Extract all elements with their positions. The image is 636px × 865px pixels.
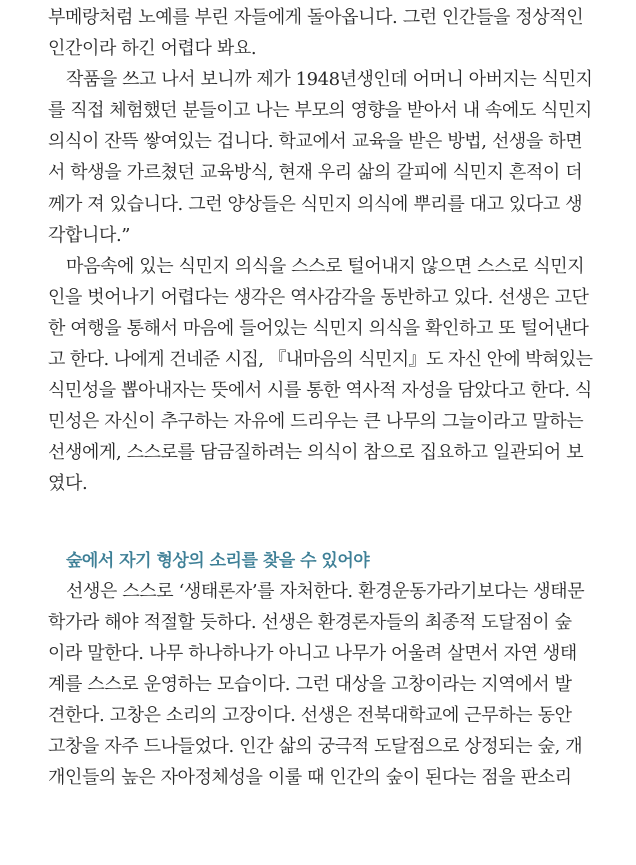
paragraph-continued bbox=[48, 2, 592, 64]
text-line: 께가 져 있습니다. 그런 양상들은 식민지 의식에 뿌리를 대고 있다고 생 bbox=[48, 193, 583, 215]
paragraph-quote bbox=[48, 64, 592, 251]
text-line: 이라 말한다. 나무 하나하나가 아니고 나무가 어울려 살면서 자연 생태 bbox=[48, 642, 577, 664]
text-line: 견한다. 고창은 소리의 고장이다. 선생은 전북대학교에 근무하는 동안 bbox=[48, 704, 572, 726]
text-line: 각합니다.” bbox=[48, 224, 131, 246]
text-line: 의식이 잔뜩 쌓여있는 겁니다. 학교에서 교육을 받은 방법, 선생을 하면 bbox=[48, 131, 583, 153]
section-spacer bbox=[48, 500, 592, 546]
text-line: 계를 스스로 운영하는 모습이다. 그런 대상을 고창이라는 지역에서 발 bbox=[48, 673, 572, 695]
text-line: 인간이라 하긴 어렵다 봐요. bbox=[48, 38, 257, 60]
text-line: 선생에게, 스스로를 담금질하려는 의식이 참으로 집요하고 일관되어 보 bbox=[48, 442, 584, 464]
text-line: 개인들의 높은 자아정체성을 이룰 때 인간의 숲이 된다는 점을 판소리 bbox=[48, 767, 572, 789]
text-line: 를 직접 체험했던 분들이고 나는 부모의 영향을 받아서 내 속에도 식민지 bbox=[48, 100, 592, 122]
text-line: 한 여행을 통해서 마음에 들어있는 식민지 의식을 확인하고 또 털어낸다 bbox=[48, 317, 589, 339]
section-heading: 숲에서 자기 형상의 소리를 찾을 수 있어야 bbox=[66, 550, 370, 571]
text-line: 마음속에 있는 식민지 의식을 스스로 털어내지 않으면 스스로 식민지 bbox=[66, 255, 585, 277]
paragraph-ecology bbox=[48, 576, 592, 794]
text-line: 인을 벗어나기 어렵다는 생각은 역사감각을 동반하고 있다. 선생은 고단 bbox=[48, 286, 589, 308]
text-line: 작품을 쓰고 나서 보니까 제가 1948년생인데 어머니 아버지는 식민지 bbox=[66, 69, 593, 91]
text-line: 학가라 해야 적절할 듯하다. 선생은 환경론자들의 최종적 도달점이 숲 bbox=[48, 611, 572, 633]
text-line: 선생은 스스로 ‘생태론자’를 자처한다. 환경운동가라기보다는 생태문 bbox=[66, 580, 585, 602]
text-line: 부메랑처럼 노예를 부린 자들에게 돌아옵니다. 그런 인간들을 정상적인 bbox=[48, 7, 584, 28]
paragraph-colonial-consciousness bbox=[48, 251, 592, 500]
text-line: 민성은 자신이 추구하는 자유에 드리우는 큰 나무의 그늘이라고 말하는 bbox=[48, 411, 584, 433]
text-line: 고 한다. 나에게 건네준 시집, 『내마음의 식민지』도 자신 안에 박혀있는 bbox=[48, 349, 593, 371]
text-line: 고창을 자주 드나들었다. 인간 삶의 궁극적 도달점으로 상정되는 숲, 개 bbox=[48, 735, 583, 757]
text-line: 서 학생을 가르쳤던 교육방식, 현재 우리 삶의 갈피에 식민지 흔적이 더 bbox=[48, 162, 583, 184]
text-line: 였다. bbox=[48, 473, 88, 495]
text-line: 식민성을 뽑아내자는 뜻에서 시를 통한 역사적 자성을 담았다고 한다. 식 bbox=[48, 380, 592, 402]
